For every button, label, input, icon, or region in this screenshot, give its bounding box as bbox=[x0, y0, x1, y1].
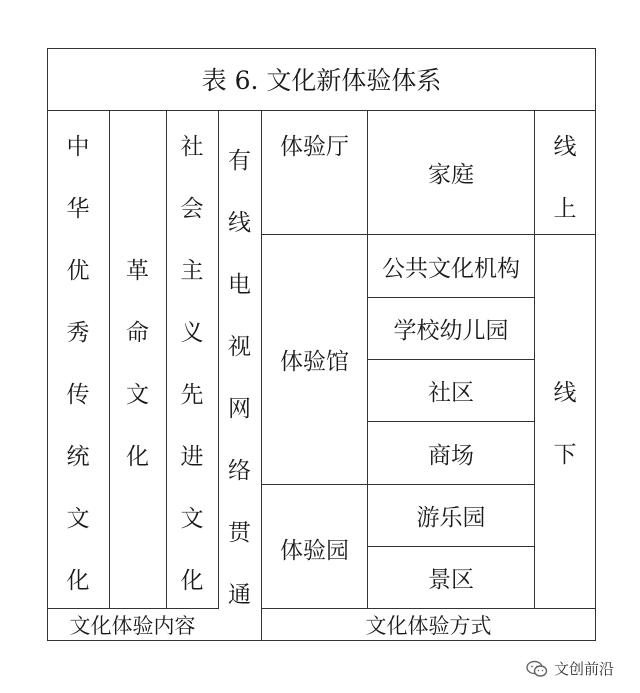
content-char: 主 bbox=[180, 258, 204, 284]
footer-method-label: 文化体验方式 bbox=[365, 613, 492, 638]
content-char: 华 bbox=[66, 196, 90, 222]
offline-label bbox=[535, 362, 595, 486]
content-char: 秀 bbox=[66, 320, 90, 346]
content-char: 命 bbox=[126, 320, 149, 346]
venue-mall: 商场 bbox=[428, 442, 474, 469]
cable-char: 络 bbox=[228, 458, 251, 484]
online-char: 上 bbox=[553, 196, 577, 222]
online-label bbox=[535, 116, 595, 240]
venue-scenic-area: 景区 bbox=[428, 567, 474, 593]
content-char: 化 bbox=[180, 568, 204, 594]
venue-amusement-park: 游乐园 bbox=[416, 505, 486, 531]
group-museum: 体验馆 bbox=[280, 348, 349, 375]
cable-char: 电 bbox=[228, 272, 251, 298]
group-hall: 体验厅 bbox=[280, 133, 349, 160]
footer-content-label: 文化体验内容 bbox=[69, 613, 196, 638]
venue-public-institutions: 公共文化机构 bbox=[382, 255, 520, 282]
venue-home: 家庭 bbox=[428, 161, 474, 188]
cable-network-column bbox=[218, 130, 261, 626]
content-char: 会 bbox=[180, 196, 204, 222]
content-column-revolutionary bbox=[109, 240, 166, 488]
content-char: 优 bbox=[66, 258, 90, 284]
offline-char: 下 bbox=[553, 442, 577, 468]
content-char: 文 bbox=[180, 506, 204, 532]
watermark-text: 文创前沿 bbox=[553, 660, 614, 678]
offline-char: 线 bbox=[553, 380, 577, 406]
table-title: 表 6. 文化新体验体系 bbox=[201, 66, 442, 95]
content-char: 进 bbox=[180, 444, 204, 470]
content-char: 义 bbox=[180, 320, 204, 346]
venue-schools: 学校幼儿园 bbox=[393, 318, 509, 344]
content-char: 文 bbox=[126, 382, 149, 408]
content-char: 革 bbox=[126, 258, 149, 284]
group-park: 体验园 bbox=[280, 537, 349, 564]
wechat-icon bbox=[526, 660, 548, 678]
table-border-bottom bbox=[47, 640, 596, 641]
content-char: 传 bbox=[66, 382, 90, 408]
content-char: 统 bbox=[66, 444, 90, 470]
content-char: 文 bbox=[66, 506, 90, 532]
cable-char: 线 bbox=[228, 210, 251, 236]
content-char: 社 bbox=[180, 134, 204, 160]
cable-char: 视 bbox=[228, 334, 251, 360]
content-char: 中 bbox=[66, 134, 90, 160]
content-column-socialist bbox=[166, 116, 218, 612]
online-char: 线 bbox=[553, 134, 577, 160]
cable-char: 网 bbox=[228, 396, 251, 422]
content-char: 化 bbox=[66, 568, 90, 594]
cable-char: 贯 bbox=[228, 520, 251, 546]
content-char: 先 bbox=[180, 382, 204, 408]
content-char: 化 bbox=[126, 444, 149, 470]
watermark bbox=[526, 658, 614, 679]
venue-community: 社区 bbox=[428, 380, 474, 406]
table-border-right bbox=[595, 48, 596, 641]
cable-char: 通 bbox=[228, 582, 251, 608]
content-column-traditional bbox=[47, 116, 109, 612]
cable-char: 有 bbox=[228, 148, 251, 174]
